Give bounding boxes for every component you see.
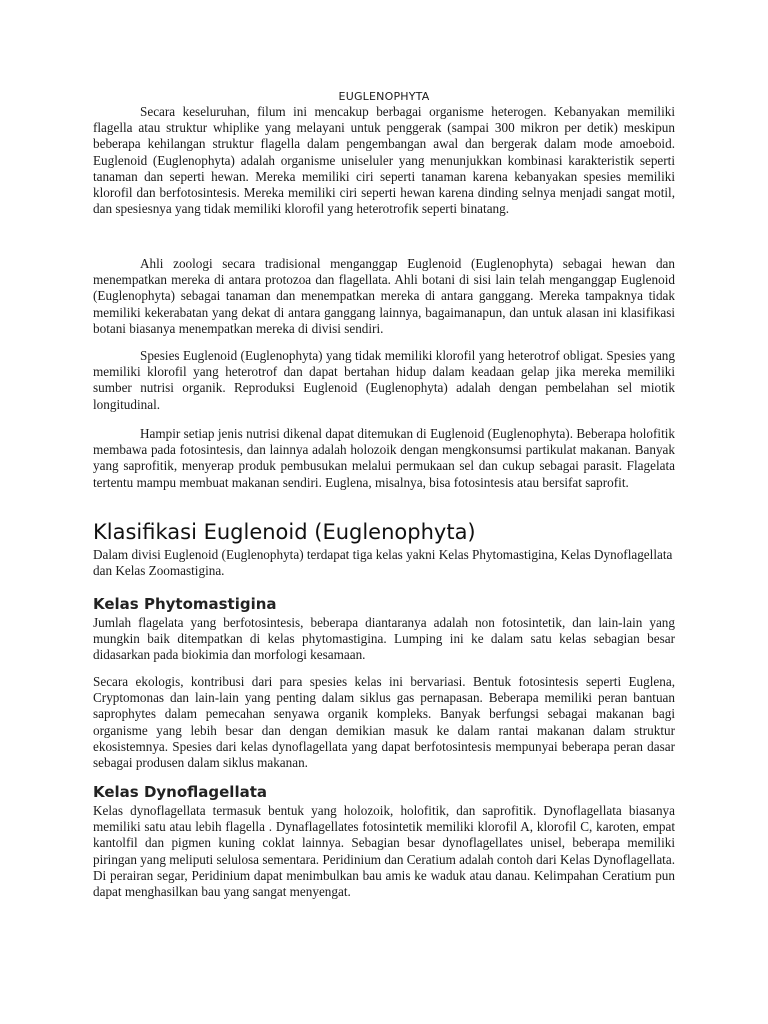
- intro-paragraph-3: Spesies Euglenoid (Euglenophyta) yang tidak memiliki klorofil yang heterotrof obligat. Spesies yang memiliki klorofil yang heterotrof dan dapat bertahan hidup dalam keadaan gelap jika mereka memiliki sumber nutrisi organik. Reproduksi Euglenoid (Euglenophyta) adalah dengan pembelahan sel miotik longitudinal.: [93, 348, 675, 412]
- phytomastigina-paragraph-1: Jumlah flagelata yang berfotosintesis, beberapa diantaranya adalah non fotosintetik, dan lain-lain yang mungkin baik ditempatkan di kelas phytomastigina. Lumping ini ke dalam satu kelas sebagian besar didasarkan pada biokimia dan morfologi kesamaan.: [93, 615, 675, 663]
- classification-heading: Klasifikasi Euglenoid (Euglenophyta): [93, 520, 476, 544]
- phytomastigina-paragraph-2: Secara ekologis, kontribusi dari para spesies kelas ini bervariasi. Bentuk fotosintesis seperti Euglena, Cryptomonas dan lain-lain yang penting dalam siklus gas pernapasan. Beberapa memiliki peran bantuan saprophytes dalam pemecahan senyawa organik kompleks. Banyak berfungsi sebagai makanan bagi organisme yang lebih besar dan dengan demikian masuk ke dalam rantai makanan dalam struktur ekosistemnya. Spesies dari kelas dynoflagellata yang dapat berfotosintesis mempunyai beberapa peran dasar sebagai produsen dalam siklus makanan.: [93, 674, 675, 771]
- dynoflagellata-text: Kelas dynoflagellata termasuk bentuk yang holozoik, holofitik, dan saprofitik. Dynoflagellata biasanya memiliki satu atau lebih flagella . Dynaflagellates fotosintetik memiliki klorofil A, klorofil C, karoten, empat kantolfil dan pigmen kuning coklat lainnya. Sebagian besar dynoflagellates unisel, beberapa memiliki piringan yang meliputi selulosa sementara. Peridinium dan Ceratium adalah contoh dari Kelas Dynoflagellata. Di perairan segar, Peridinium dapat menimbulkan bau amis ke waduk atau danau. Kelimpahan Ceratium pun dapat menghasilkan bau yang sangat menyengat.: [93, 803, 675, 900]
- dynoflagellata-heading: Kelas Dynoflagellata: [93, 783, 268, 801]
- document-title: EUGLENOPHYTA: [338, 90, 430, 103]
- intro-paragraph-2: Ahli zoologi secara tradisional menganggap Euglenoid (Euglenophyta) sebagai hewan dan menempatkan mereka di antara protozoa dan flagellata. Ahli botani di sisi lain telah menganggap Euglenoid (Euglenophyta) sebagai tanaman dan menempatkan mereka di antara ganggang. Mereka tampaknya tidak memiliki kekerabatan yang dekat di antara ganggang lainnya, bagaimanapun, dan untuk alasan ini klasifikasi botani biasanya menempatkan mereka di divisi sendiri.: [93, 256, 675, 336]
- phytomastigina-heading: Kelas Phytomastigina: [93, 595, 277, 613]
- intro-paragraph-1: Secara keseluruhan, filum ini mencakup berbagai organisme heterogen. Kebanyakan memiliki flagella atau struktur whiplike yang melayani untuk penggerak (sampai 300 mikron per detik) meskipun beberapa kehilangan struktur flagella dalam pengembangan awal dan bergerak dalam mode amoeboid. Euglenoid (Euglenophyta) adalah organisme uniseluler yang menunjukkan kombinasi karakteristik seperti tanaman dan seperti hewan. Mereka memiliki ciri seperti tanaman karena kebanyakan spesies memiliki klorofil dan berfotosintesis. Mereka memiliki ciri seperti hewan karena dinding selnya menjadi sangat motil, dan spesiesnya yang tidak memiliki klorofil yang heterotrofik seperti binatang.: [93, 104, 675, 217]
- classification-text: Dalam divisi Euglenoid (Euglenophyta) terdapat tiga kelas yakni Kelas Phytomastigina, Kelas Dynoflagellata dan Kelas Zoomastigina.: [93, 547, 673, 579]
- intro-paragraph-4: Hampir setiap jenis nutrisi dikenal dapat ditemukan di Euglenoid (Euglenophyta). Beberapa holofitik membawa pada fotosintesis, dan lainnya adalah holozoik dengan mengkonsumsi partikulat makanan. Banyak yang saprofitik, menyerap produk pembusukan melalui permukaan sel dan cukup sebagai parasit. Flagelata tertentu mampu membuat makanan sendiri. Euglena, misalnya, bisa fotosintesis atau bersifat saprofit.: [93, 426, 675, 490]
